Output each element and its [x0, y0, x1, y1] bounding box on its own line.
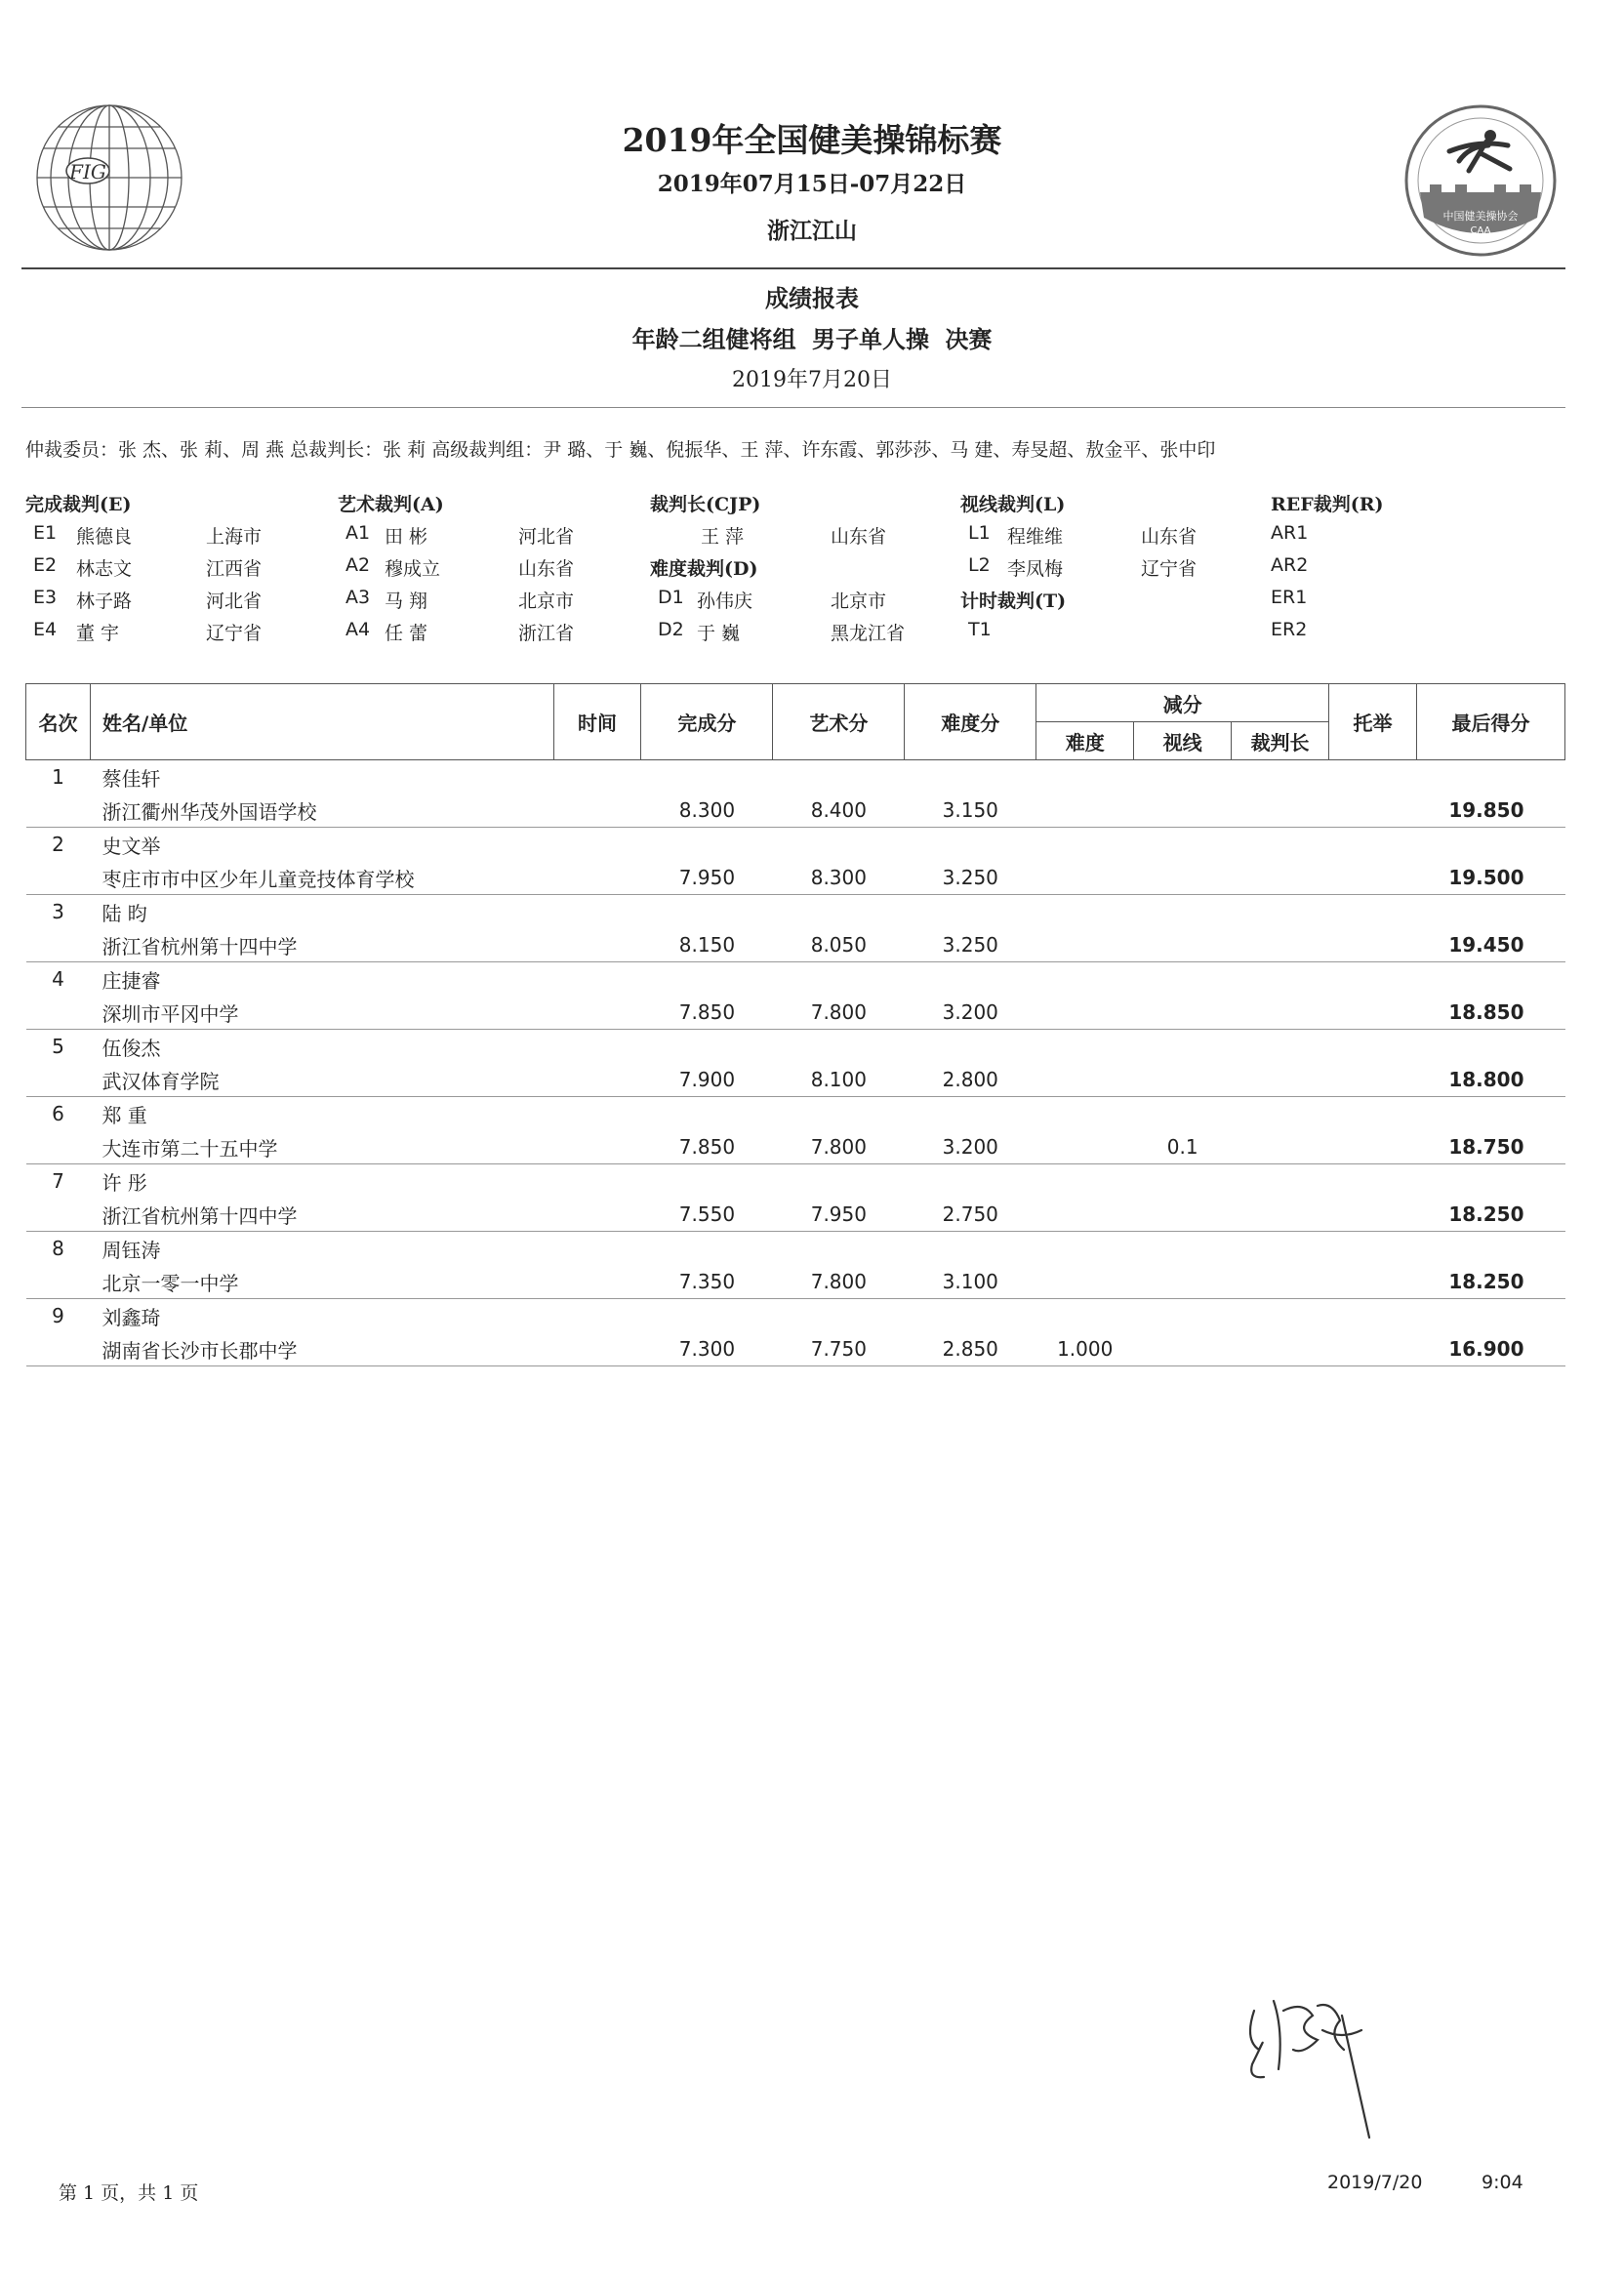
results-table [25, 683, 1565, 1366]
athlete-name: 庄捷睿 [102, 968, 161, 993]
athlete-name: 史文举 [102, 834, 161, 858]
deduction-line: 0.1 [1134, 1130, 1232, 1164]
execution-score: 8.300 [641, 794, 773, 828]
artistry-score: 7.800 [773, 996, 905, 1030]
judge-row: ER1 [1271, 587, 1308, 608]
judge-row: T1 [968, 619, 992, 640]
report-date: 2019年7月20日 [732, 368, 892, 392]
artistry-score: 8.050 [773, 928, 905, 962]
deduction-cjp [1232, 928, 1329, 962]
rank-cell: 9 [52, 1304, 64, 1327]
report-divider [21, 407, 1565, 408]
judge-row: E4 董 宇 辽宁省 [33, 619, 263, 644]
judge-row: ER2 [1271, 619, 1308, 640]
execution-score: 7.850 [641, 996, 773, 1030]
header-rank: 名次 [26, 684, 91, 760]
judge-row: L1 程维维 山东省 [968, 522, 1198, 548]
athlete-name: 伍俊杰 [102, 1036, 161, 1060]
rank-cell: 3 [52, 900, 64, 923]
execution-score: 7.900 [641, 1063, 773, 1097]
judge-row: AR1 [1271, 522, 1309, 544]
caa-logo-sub: CAA [1470, 225, 1491, 236]
judges-line-time [960, 490, 1273, 651]
footer-time: 9:04 [1482, 2172, 1523, 2193]
athlete-unit: 湖南省长沙市长郡中学 [90, 1332, 553, 1366]
deduction-cjp [1232, 1063, 1329, 1097]
athlete-unit: 北京一零一中学 [90, 1265, 553, 1299]
header-artistry: 艺术分 [773, 684, 905, 760]
header-ded-line: 视线 [1134, 722, 1232, 760]
judges-cjp-difficulty [650, 490, 962, 651]
judge-row: E3 林子路 河北省 [33, 587, 263, 612]
athlete-row-scores [26, 1130, 1565, 1164]
athlete-unit: 浙江省杭州第十四中学 [90, 1198, 553, 1232]
deduction-difficulty [1036, 794, 1134, 828]
final-score: 19.850 [1416, 794, 1564, 828]
artistry-score: 8.300 [773, 861, 905, 895]
athlete-name: 陆 昀 [102, 901, 147, 925]
judge-row: AR2 [1271, 554, 1309, 576]
athlete-name: 周钰涛 [102, 1238, 161, 1262]
deduction-line [1134, 1332, 1232, 1366]
athlete-unit: 浙江省杭州第十四中学 [90, 928, 553, 962]
athlete-unit: 深圳市平冈中学 [90, 996, 553, 1030]
athlete-row-name [26, 1164, 1565, 1199]
difficulty-score: 3.250 [905, 861, 1036, 895]
rank-cell: 1 [52, 765, 64, 789]
final-score: 18.250 [1416, 1265, 1564, 1299]
rank-cell: 5 [52, 1035, 64, 1058]
judge-row: A1 田 彬 河北省 [345, 522, 575, 548]
footer-page-number: 第 1 页，共 1 页 [59, 2182, 199, 2204]
report-event: 年龄二组健将组 男子单人操 决赛 [631, 325, 993, 353]
execution-score: 7.850 [641, 1130, 773, 1164]
header-ded-difficulty: 难度 [1036, 722, 1134, 760]
judges-execution [25, 490, 338, 651]
deduction-line [1134, 996, 1232, 1030]
deduction-cjp [1232, 1332, 1329, 1366]
judge-row: D2 于 巍 黑龙江省 [658, 619, 906, 644]
judges-ref [1271, 490, 1544, 651]
deduction-difficulty [1036, 1265, 1134, 1299]
execution-score: 7.300 [641, 1332, 773, 1366]
judges-artistry [338, 490, 650, 651]
deduction-difficulty [1036, 996, 1134, 1030]
final-score: 19.450 [1416, 928, 1564, 962]
execution-score: 7.550 [641, 1198, 773, 1232]
athlete-row-name [26, 895, 1565, 929]
final-score: 16.900 [1416, 1332, 1564, 1366]
final-score: 18.800 [1416, 1063, 1564, 1097]
artistry-score: 7.800 [773, 1130, 905, 1164]
athlete-row-name [26, 1030, 1565, 1064]
final-score: 18.750 [1416, 1130, 1564, 1164]
athlete-row-scores [26, 1063, 1565, 1097]
header-ded-cjp: 裁判长 [1232, 722, 1329, 760]
rank-cell: 6 [52, 1102, 64, 1125]
header-lift: 托举 [1329, 684, 1417, 760]
athlete-row-name [26, 1232, 1565, 1266]
athlete-row-name [26, 760, 1565, 795]
artistry-score: 8.100 [773, 1063, 905, 1097]
judge-row: 王 萍 山东省 [701, 526, 887, 548]
signature [1225, 1972, 1401, 2152]
header-difficulty: 难度分 [905, 684, 1036, 760]
athlete-unit: 枣庄市市中区少年儿童竞技体育学校 [90, 861, 553, 895]
footer-date: 2019/7/20 [1327, 2172, 1423, 2193]
judges-cjp-title: 裁判长(CJP) [650, 494, 761, 515]
execution-score: 7.950 [641, 861, 773, 895]
deduction-difficulty: 1.000 [1036, 1332, 1134, 1366]
judge-row: A3 马 翔 北京市 [345, 587, 575, 612]
athlete-row-scores [26, 996, 1565, 1030]
athlete-name: 郑 重 [102, 1103, 147, 1127]
athlete-name: 刘鑫琦 [102, 1305, 161, 1329]
athlete-name: 许 彤 [102, 1170, 147, 1195]
athlete-row-scores [26, 1198, 1565, 1232]
final-score: 18.850 [1416, 996, 1564, 1030]
judge-row: A2 穆成立 山东省 [345, 554, 575, 580]
header-divider [21, 267, 1565, 269]
difficulty-score: 2.800 [905, 1063, 1036, 1097]
deduction-cjp [1232, 996, 1329, 1030]
deduction-difficulty [1036, 928, 1134, 962]
deduction-cjp [1232, 1265, 1329, 1299]
difficulty-score: 3.250 [905, 928, 1036, 962]
difficulty-score: 3.150 [905, 794, 1036, 828]
judges-ref-title: REF裁判(R) [1271, 494, 1384, 515]
rank-cell: 4 [52, 967, 64, 991]
difficulty-score: 3.200 [905, 1130, 1036, 1164]
athlete-row-scores [26, 794, 1565, 828]
report-title: 成绩报表 [765, 284, 859, 312]
judge-row: D1 孙伟庆 北京市 [658, 587, 887, 612]
deduction-line [1134, 861, 1232, 895]
deduction-line [1134, 928, 1232, 962]
header-name: 姓名/单位 [90, 684, 553, 760]
athlete-row-scores [26, 928, 1565, 962]
artistry-score: 8.400 [773, 794, 905, 828]
judge-row: L2 李凤梅 辽宁省 [968, 554, 1198, 580]
athlete-row-name [26, 962, 1565, 997]
judge-row: E2 林志文 江西省 [33, 554, 263, 580]
competition-title: 2019年全国健美操锦标赛 [622, 121, 1002, 159]
execution-score: 8.150 [641, 928, 773, 962]
athlete-name: 蔡佳轩 [102, 766, 161, 791]
athlete-row-name [26, 828, 1565, 862]
judges-difficulty-title: 难度裁判(D) [650, 558, 758, 580]
header-final: 最后得分 [1416, 684, 1564, 760]
athlete-unit: 大连市第二十五中学 [90, 1130, 553, 1164]
deduction-line [1134, 1063, 1232, 1097]
fig-logo-text: FIG [69, 160, 106, 183]
final-score: 19.500 [1416, 861, 1564, 895]
athlete-unit: 武汉体育学院 [90, 1063, 553, 1097]
deduction-cjp [1232, 794, 1329, 828]
judge-row: A4 任 蕾 浙江省 [345, 619, 575, 644]
deduction-line [1134, 1265, 1232, 1299]
difficulty-score: 2.850 [905, 1332, 1036, 1366]
caa-logo-text: 中国健美操协会 [1442, 210, 1519, 223]
judges-execution-title: 完成裁判(E) [25, 494, 132, 515]
deduction-difficulty [1036, 861, 1134, 895]
deduction-cjp [1232, 861, 1329, 895]
artistry-score: 7.800 [773, 1265, 905, 1299]
deduction-line [1134, 1198, 1232, 1232]
judge-row: E1 熊德良 上海市 [33, 522, 263, 548]
officials-line: 仲裁委员：张 杰、张 莉、周 燕 总裁判长：张 莉 高级裁判组：尹 璐、于 巍、倪振华、王 萍、许东霞、郭莎莎、马 建、寿旻超、敖金平、张中印 [25, 439, 1216, 461]
difficulty-score: 3.200 [905, 996, 1036, 1030]
athlete-row-scores [26, 1332, 1565, 1366]
deduction-line [1134, 794, 1232, 828]
judges-time-title: 计时裁判(T) [960, 591, 1067, 612]
rank-cell: 7 [52, 1169, 64, 1193]
deduction-difficulty [1036, 1130, 1134, 1164]
deduction-cjp [1232, 1198, 1329, 1232]
deduction-difficulty [1036, 1198, 1134, 1232]
judges-artistry-title: 艺术裁判(A) [338, 494, 444, 515]
difficulty-score: 2.750 [905, 1198, 1036, 1232]
execution-score: 7.350 [641, 1265, 773, 1299]
difficulty-score: 3.100 [905, 1265, 1036, 1299]
athlete-row-scores [26, 861, 1565, 895]
athlete-row-name [26, 1097, 1565, 1131]
header-time: 时间 [553, 684, 641, 760]
judges-line-title: 视线裁判(L) [960, 494, 1066, 515]
competition-dates: 2019年07月15日-07月22日 [657, 171, 967, 197]
competition-location: 浙江江山 [767, 218, 857, 244]
deduction-cjp [1232, 1130, 1329, 1164]
final-score: 18.250 [1416, 1198, 1564, 1232]
rank-cell: 2 [52, 833, 64, 856]
rank-cell: 8 [52, 1237, 64, 1260]
athlete-unit: 浙江衢州华茂外国语学校 [90, 794, 553, 828]
artistry-score: 7.750 [773, 1332, 905, 1366]
header-deduction: 减分 [1036, 684, 1329, 722]
athlete-row-scores [26, 1265, 1565, 1299]
athlete-row-name [26, 1299, 1565, 1333]
artistry-score: 7.950 [773, 1198, 905, 1232]
deduction-difficulty [1036, 1063, 1134, 1097]
header-execution: 完成分 [641, 684, 773, 760]
